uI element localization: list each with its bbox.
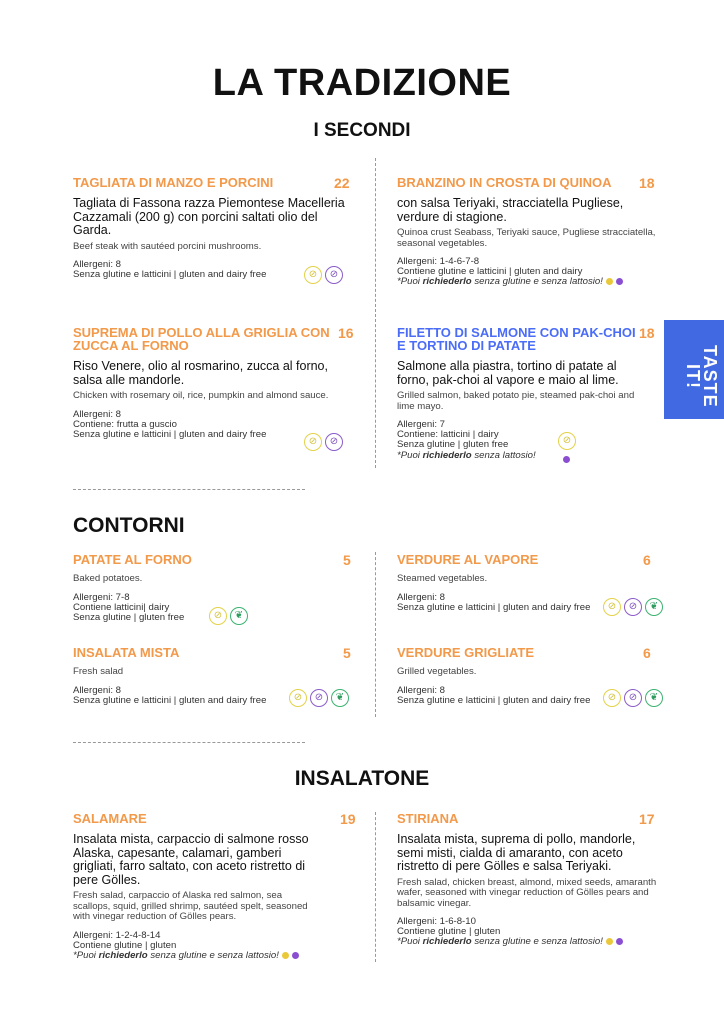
dish-salamare — [73, 812, 318, 961]
purple-dot-icon — [292, 952, 299, 959]
dish-description-it: Insalata mista, suprema di pollo, mandorle, semi misti, cialda di amaranto, con aceto ristretto di pere Gölles e salsa Teriyaki. — [397, 832, 636, 873]
dietary-note: Senza glutine | gluten free — [397, 439, 509, 451]
yellow-dot-icon — [606, 278, 613, 285]
dish-description-en: Fresh salad, carpaccio of Alaska red salmon, sea scallops, squid, grilled shrimp, sautéed spelt, seasoned with vinegar reduction of Gölles pears. — [73, 890, 308, 922]
dish-description-en: Grilled salmon, baked potato pie, steamed pak-choi and lime mayo. — [397, 390, 635, 412]
dish-description-en: Fresh salad — [73, 666, 124, 677]
dish-description-en: Chicken with rosemary oil, rice, pumpkin and almond sauce. — [73, 390, 329, 401]
yellow-dot-icon — [606, 938, 613, 945]
dish-description-it: Salmone alla piastra, tortino di patate al forno, pak-choi al vapore e maio al lime. — [397, 359, 619, 387]
request-note: *Puoi richiederlo senza lattosio! — [397, 449, 536, 461]
dietary-icons — [289, 689, 349, 707]
dish-name: INSALATA MISTA — [73, 645, 180, 660]
request-note: *Puoi richiederlo senza glutine e senza lattosio! — [397, 277, 657, 287]
allergens: Allergeni: 8 — [397, 684, 445, 696]
column-divider-contorni — [375, 552, 376, 717]
dish-price: 16 — [338, 325, 354, 341]
dish-suprema-pollo — [73, 326, 333, 440]
dairy-free-icon: ⊘ — [624, 598, 642, 616]
section-title-secondi: I SECONDI — [313, 120, 411, 141]
dish-price: 19 — [340, 811, 356, 827]
dairy-free-icon: ⊘ — [325, 266, 343, 284]
dish-patate — [73, 553, 333, 623]
dietary-icons — [304, 433, 343, 451]
dietary-note: Senza glutine e latticini | gluten and dairy free — [73, 694, 267, 706]
dish-name: VERDURE GRIGLIATE — [397, 645, 534, 660]
dietary-icons — [304, 266, 343, 284]
request-note: *Puoi richiederlo senza glutine e senza lattosio! — [73, 951, 318, 961]
leaf-icon: ❦ — [645, 689, 663, 707]
contains-note: Contiene: frutta a guscio — [73, 418, 177, 430]
purple-dot-icon — [563, 456, 570, 463]
dish-branzino — [397, 176, 657, 288]
dish-price: 5 — [343, 552, 351, 568]
allergens: Allergeni: 7 — [397, 419, 445, 430]
dish-verdure-vapore — [397, 553, 637, 613]
gluten-free-icon: ⊘ — [304, 266, 322, 284]
purple-dot-icon — [616, 938, 623, 945]
dietary-icons — [209, 607, 248, 625]
dish-price: 22 — [334, 175, 350, 191]
dietary-icons — [558, 432, 576, 450]
contains-note: Contiene glutine | gluten — [73, 939, 177, 951]
section-title-contorni: CONTORNI — [73, 514, 185, 537]
dish-description-en: Baked potatoes. — [73, 573, 143, 584]
page-title: LA TRADIZIONE — [212, 62, 512, 104]
dietary-note: Senza glutine e latticini | gluten and dairy free — [397, 601, 591, 613]
dish-description-en: Beef steak with sautéed porcini mushrooms. — [73, 240, 262, 252]
leaf-icon: ❦ — [331, 689, 349, 707]
contains-note: Contiene latticini| dairy — [73, 601, 170, 613]
dish-name: PATATE AL FORNO — [73, 552, 192, 567]
dietary-note: Contiene glutine e latticini | gluten and dairy — [397, 266, 583, 278]
dietary-note: Senza glutine e latticini | gluten and dairy free — [73, 269, 267, 281]
yellow-dot-icon — [282, 952, 289, 959]
dish-tagliata — [73, 176, 353, 280]
contains-note: Contiene glutine | gluten — [397, 926, 501, 938]
dish-name: TAGLIATA DI MANZO E PORCINI — [73, 175, 274, 190]
allergens: Allergeni: 1-6-8-10 — [397, 916, 476, 927]
dish-stiriana — [397, 812, 659, 948]
dish-description-en: Quinoa crust Seabass, Teriyaki sauce, Pugliese stracciatella, seasonal vegetables. — [397, 227, 656, 249]
dish-price: 5 — [343, 645, 351, 661]
section-title-insalatone: INSALATONE — [294, 767, 430, 790]
allergens: Allergeni: 8 — [397, 591, 445, 603]
column-divider-secondi — [375, 158, 376, 468]
gluten-free-icon: ⊘ — [209, 607, 227, 625]
dish-name: STIRIANA — [397, 811, 459, 826]
allergens: Allergeni: 7-8 — [73, 591, 130, 603]
dairy-free-icon: ⊘ — [310, 689, 328, 707]
dish-name: VERDURE AL VAPORE — [397, 552, 539, 567]
gluten-free-icon: ⊘ — [289, 689, 307, 707]
allergens: Allergeni: 8 — [73, 259, 121, 270]
dish-verdure-grigliate — [397, 646, 637, 706]
dish-name: SUPREMA DI POLLO ALLA GRIGLIA CON ZUCCA AL FORNO — [73, 325, 330, 353]
dish-description-it: Insalata mista, carpaccio di salmone rosso Alaska, capesante, calamari, gamberi grigliati, farro saltato, con aceto ristretto di pere Gölles. — [73, 832, 309, 887]
dish-name: FILETTO DI SALMONE CON PAK-CHOI E TORTINO DI PATATE — [397, 325, 636, 353]
taste-it-tab[interactable] — [664, 320, 724, 419]
dish-price: 17 — [639, 811, 655, 827]
column-divider-insalatone — [375, 812, 376, 962]
allergens: Allergeni: 1-2-4-8-14 — [73, 929, 161, 941]
dish-description-en: Grilled vegetables. — [397, 666, 477, 677]
purple-dot-icon — [616, 278, 623, 285]
dish-price: 6 — [643, 552, 651, 568]
dish-description-it: Riso Venere, olio al rosmarino, zucca al forno, salsa alle mandorle. — [73, 359, 328, 387]
dish-price: 18 — [639, 325, 655, 341]
taste-it-label: TASTE IT! — [683, 345, 720, 408]
leaf-icon: ❦ — [645, 598, 663, 616]
dish-filetto-salmone — [397, 326, 637, 461]
leaf-icon: ❦ — [230, 607, 248, 625]
allergens: Allergeni: 1-4-6-7-8 — [397, 256, 480, 267]
dietary-note: Senza glutine | gluten free — [73, 611, 185, 623]
dish-description-en: Steamed vegetables. — [397, 573, 488, 584]
dish-price: 18 — [639, 175, 655, 191]
gluten-free-icon: ⊘ — [603, 598, 621, 616]
dietary-icons — [603, 689, 663, 707]
gluten-free-icon: ⊘ — [603, 689, 621, 707]
dish-price: 6 — [643, 645, 651, 661]
dish-description-it: con salsa Teriyaki, stracciatella Pugliese, verdure di stagione. — [397, 196, 624, 224]
request-note: *Puoi richiederlo senza glutine e senza lattosio! — [397, 937, 659, 947]
section-divider — [73, 489, 305, 490]
dish-description-it: Tagliata di Fassona razza Piemontese Macelleria Cazzamali (200 g) con porcini saltati olio del Garda. — [73, 196, 345, 237]
contains-note: Contiene: latticini | dairy — [397, 429, 499, 441]
dish-name: SALAMARE — [73, 811, 147, 826]
allergens: Allergeni: 8 — [73, 684, 121, 696]
dietary-note: Senza glutine e latticini | gluten and dairy free — [397, 694, 591, 706]
gluten-free-icon: ⊘ — [558, 432, 576, 450]
section-divider — [73, 742, 305, 743]
dairy-free-icon: ⊘ — [325, 433, 343, 451]
gluten-free-icon: ⊘ — [304, 433, 322, 451]
dish-name: BRANZINO IN CROSTA DI QUINOA — [397, 175, 612, 190]
dairy-free-icon: ⊘ — [624, 689, 642, 707]
allergens: Allergeni: 8 — [73, 408, 121, 420]
dietary-icons — [603, 598, 663, 616]
dietary-note: Senza glutine e latticini | gluten and dairy free — [73, 428, 267, 440]
dish-description-en: Fresh salad, chicken breast, almond, mixed seeds, amaranth wafer, seasoned with vinegar reduction of Gölles pears and balsamic vinegar. — [397, 876, 657, 909]
